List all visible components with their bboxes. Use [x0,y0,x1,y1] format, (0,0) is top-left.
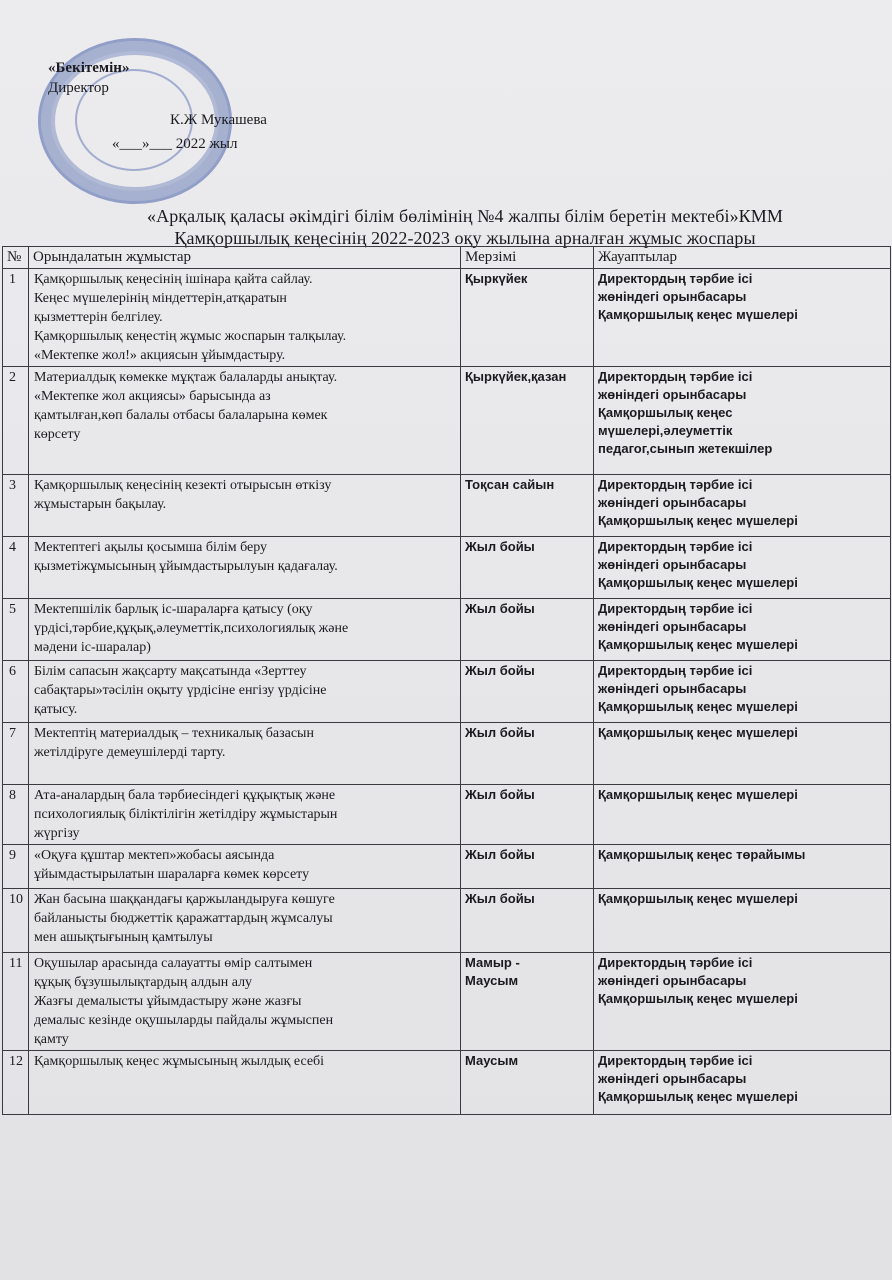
task-line: сабақтары»тәсілін оқыту үрдісіне енгізу үрдісіне [34,683,327,698]
deadline-cell [461,537,594,599]
title-line-1: «Арқалық қаласы әкімдігі білім бөлімінің №4 жалпы білім беретін мектебі»КММ [147,206,783,226]
task-line: Жан басына шаққандағы қаржыландыруға көшуге [34,892,335,907]
responsible-line: Қамқоршылық кеңес мүшелері [598,891,798,906]
work-plan-table [2,246,891,1115]
responsible-line: жөніндегі орынбасары [598,619,747,634]
table-row [3,269,891,367]
task-line: қамту [34,1032,69,1047]
row-number: 11 [3,953,29,1051]
responsible-cell [594,599,891,661]
responsible-line: Директордың тәрбие ісі [598,1053,753,1068]
task-cell [29,269,461,367]
responsible-line: Қамқоршылық кеңес төрайымы [598,847,806,862]
responsible-line: жөніндегі орынбасары [598,387,747,402]
row-number: 7 [3,723,29,785]
approval-position: Директор [48,80,109,96]
title-line-2: Қамқоршылық кеңесінің 2022-2023 оқу жылына арналған жұмыс жоспары [174,228,756,248]
task-line: қызметіжұмысының ұйымдастырылуын қадағалау. [34,559,338,574]
responsible-line: педагог,сынып жетекшілер [598,441,773,456]
deadline-line: Қыркүйек [465,271,528,286]
task-line: Кеңес мүшелерінің міндеттерін,атқаратын [34,291,287,306]
deadline-line: Қыркүйек,қазан [465,369,567,384]
task-cell [29,475,461,537]
task-line: Мектептің материалдық – техникалық базасын [34,726,314,741]
task-line: Жазғы демалысты ұйымдастыру және жазғы [34,994,302,1009]
table-row [3,537,891,599]
header-number: № [3,247,29,269]
task-line: құқық бұзушылықтардың алдын алу [34,975,253,990]
responsible-line: жөніндегі орынбасары [598,495,747,510]
task-line: жетілдіруге демеушілерді тарту. [34,745,226,760]
deadline-line: Тоқсан сайын [465,477,555,492]
deadline-cell [461,723,594,785]
deadline-line: Жыл бойы [465,787,535,802]
deadline-line: Жыл бойы [465,663,535,678]
approval-block [48,58,267,152]
deadline-cell [461,889,594,953]
task-line: жүргізу [34,826,80,841]
row-number: 10 [3,889,29,953]
task-line: Мектептегі ақылы қосымша білім беру [34,540,268,555]
responsible-line: жөніндегі орынбасары [598,557,747,572]
task-cell [29,367,461,475]
deadline-line: Мамыр - [465,955,520,970]
deadline-line: Маусым [465,973,519,988]
responsible-cell [594,953,891,1051]
task-line: ұйымдастырылатын шараларға көмек көрсету [34,867,310,882]
responsible-line: Қамқоршылық кеңес мүшелері [598,725,798,740]
task-line: «Мектепке жол!» акциясын ұйымдастыру. [34,348,286,363]
responsible-line: Директордың тәрбие ісі [598,955,753,970]
deadline-cell [461,367,594,475]
responsible-cell [594,723,891,785]
deadline-line: Жыл бойы [465,847,535,862]
row-number: 8 [3,785,29,845]
task-line: байланысты бюджеттік қаражаттардың жұмсалуы [34,911,333,926]
task-line: психологиялық біліктілігін жетілдіру жұмыстарын [34,807,338,822]
responsible-line: Қамқоршылық кеңес [598,405,733,420]
responsible-line: жөніндегі орынбасары [598,681,747,696]
task-line: Қамқоршылық кеңесінің ішінара қайта сайлау. [34,272,313,287]
responsible-cell [594,845,891,889]
document-title [40,205,890,249]
task-line: мен ашықтығының қамтылуы [34,930,213,945]
responsible-line: Қамқоршылық кеңес мүшелері [598,513,798,528]
table-header-row [3,247,891,269]
responsible-line: Қамқоршылық кеңес мүшелері [598,575,798,590]
row-number: 6 [3,661,29,723]
table-row [3,1051,891,1115]
row-number: 12 [3,1051,29,1115]
responsible-line: Директордың тәрбие ісі [598,477,753,492]
task-line: қызметтерін белгілеу. [34,310,163,325]
row-number: 1 [3,269,29,367]
table-row [3,953,891,1051]
row-number: 4 [3,537,29,599]
task-cell [29,785,461,845]
header-responsible: Жауаптылар [594,247,891,269]
table-row [3,367,891,475]
task-cell [29,599,461,661]
task-line: «Оқуға құштар мектеп»жобасы аясында [34,848,275,863]
responsible-cell [594,475,891,537]
task-line: Оқушылар арасында салауатты өмір салтымен [34,956,313,971]
deadline-cell [461,269,594,367]
table-row [3,475,891,537]
table-row [3,661,891,723]
task-cell [29,889,461,953]
responsible-line: Қамқоршылық кеңес мүшелері [598,307,798,322]
responsible-line: жөніндегі орынбасары [598,973,747,988]
task-line: қамтылған,көп балалы отбасы балаларына көмек [34,408,328,423]
director-name: К.Ж Мукашева [170,112,267,128]
responsible-cell [594,269,891,367]
responsible-line: Директордың тәрбие ісі [598,539,753,554]
task-line: Ата-аналардың бала тәрбиесіндегі құқықтық және [34,788,336,803]
responsible-line: Директордың тәрбие ісі [598,601,753,616]
deadline-line: Жыл бойы [465,601,535,616]
task-cell [29,723,461,785]
task-line: қатысу. [34,702,78,717]
task-line: Қамқоршылық кеңес жұмысының жылдық есебі [34,1054,325,1069]
deadline-cell [461,785,594,845]
table-body [3,269,891,1115]
responsible-line: Қамқоршылық кеңес мүшелері [598,637,798,652]
table-row [3,599,891,661]
deadline-cell [461,845,594,889]
responsible-line: Директордың тәрбие ісі [598,369,753,384]
task-line: үрдісі,тәрбие,құқық,әлеуметтік,психологиялық және [34,621,349,636]
responsible-cell [594,785,891,845]
task-line: Білім сапасын жақсарту мақсатында «Зерттеу [34,664,307,679]
responsible-cell [594,889,891,953]
deadline-cell [461,661,594,723]
approval-title: «Бекітемін» [48,60,130,76]
deadline-line: Жыл бойы [465,725,535,740]
task-line: Қамқоршылық кеңесінің кезекті отырысын өткізу [34,478,332,493]
task-line: көрсету [34,427,81,442]
task-line: Қамқоршылық кеңестің жұмыс жоспарын талқылау. [34,329,347,344]
table-row [3,785,891,845]
header-tasks: Орындалатын жұмыстар [29,247,461,269]
task-cell [29,953,461,1051]
deadline-line: Маусым [465,1053,519,1068]
responsible-cell [594,537,891,599]
task-line: жұмыстарын бақылау. [34,497,167,512]
responsible-line: Қамқоршылық кеңес мүшелері [598,699,798,714]
task-cell [29,661,461,723]
task-line: Мектепшілік барлық іс-шараларға қатысу (оқу [34,602,313,617]
row-number: 9 [3,845,29,889]
deadline-cell [461,1051,594,1115]
responsible-cell [594,1051,891,1115]
row-number: 3 [3,475,29,537]
header-deadline: Мерзімі [461,247,594,269]
task-line: Материалдық көмекке мұқтаж балаларды анықтау. [34,370,338,385]
responsible-line: Қамқоршылық кеңес мүшелері [598,991,798,1006]
table-row [3,723,891,785]
responsible-line: Қамқоршылық кеңес мүшелері [598,787,798,802]
responsible-cell [594,661,891,723]
task-line: демалыс кезінде оқушыларды пайдалы жұмыспен [34,1013,334,1028]
task-cell [29,845,461,889]
deadline-cell [461,953,594,1051]
responsible-line: Директордың тәрбие ісі [598,271,753,286]
responsible-line: Қамқоршылық кеңес мүшелері [598,1089,798,1104]
approval-date: «___»___ 2022 жыл [112,136,238,152]
task-line: мәдени іс-шаралар) [34,640,151,655]
task-cell [29,1051,461,1115]
deadline-line: Жыл бойы [465,891,535,906]
row-number: 5 [3,599,29,661]
responsible-line: мүшелері,әлеуметтік [598,423,733,438]
row-number: 2 [3,367,29,475]
task-line: «Мектепке жол акциясы» барысында аз [34,389,271,404]
responsible-line: жөніндегі орынбасары [598,289,747,304]
deadline-cell [461,599,594,661]
responsible-line: жөніндегі орынбасары [598,1071,747,1086]
table-row [3,845,891,889]
deadline-cell [461,475,594,537]
table-row [3,889,891,953]
responsible-cell [594,367,891,475]
responsible-line: Директордың тәрбие ісі [598,663,753,678]
task-cell [29,537,461,599]
deadline-line: Жыл бойы [465,539,535,554]
